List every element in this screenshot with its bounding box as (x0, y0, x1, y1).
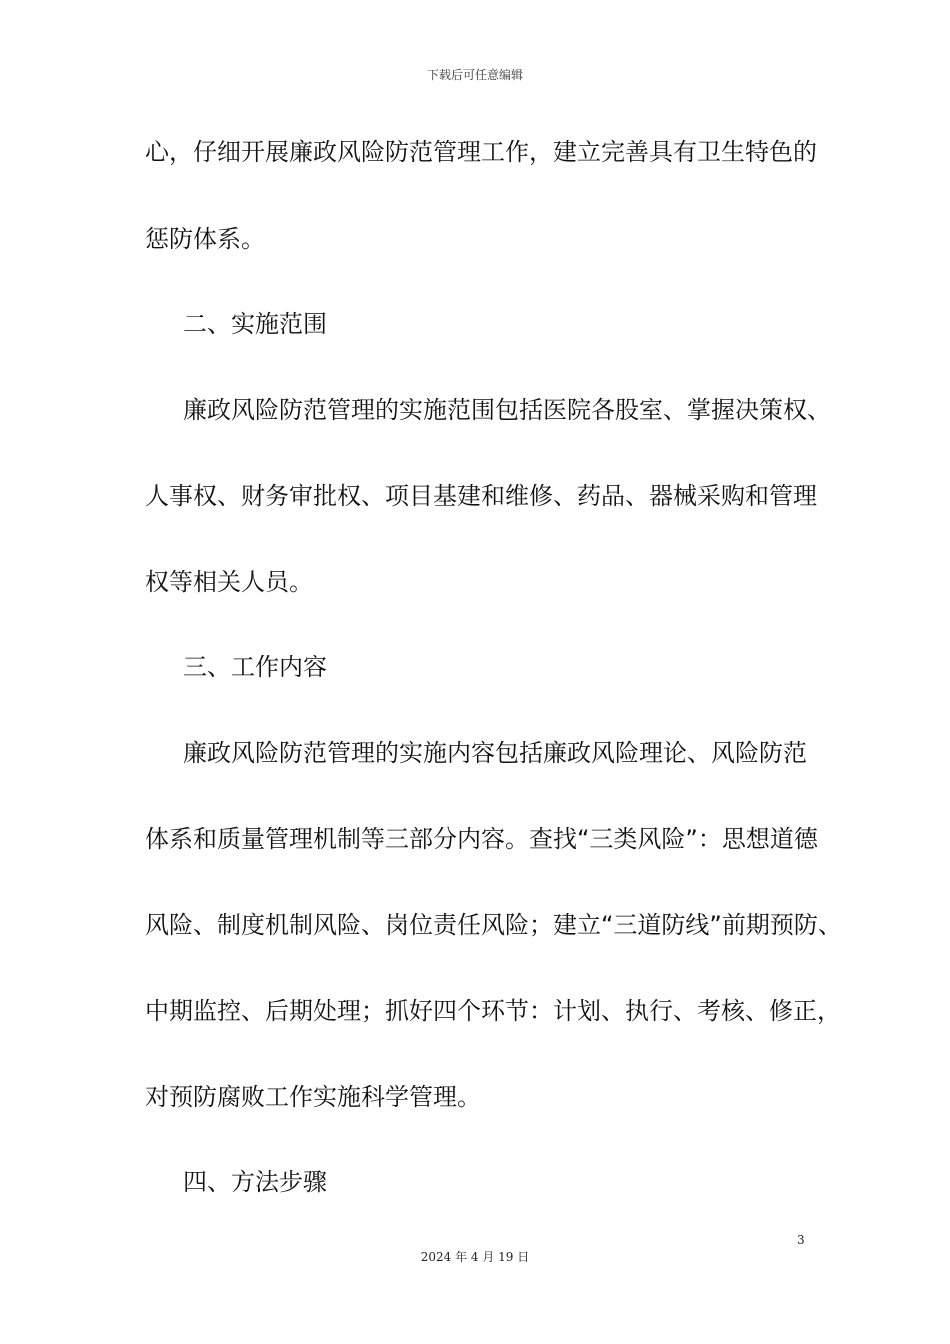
section-heading: 三、工作内容 (183, 653, 327, 681)
paragraph-line: 风险、制度机制风险、岗位责任风险；建立“三道防线”前期预防、 (145, 911, 842, 939)
section-heading: 四、方法步骤 (183, 1168, 327, 1196)
paragraph-line: 心，仔细开展廉政风险防范管理工作，建立完善具有卫生特色的 (145, 138, 817, 166)
paragraph-line: 体系和质量管理机制等三部分内容。查找“三类风险”：思想道德 (145, 825, 818, 853)
paragraph-line: 中期监控、后期处理；抓好四个环节：计划、执行、考核、修正， (145, 997, 841, 1025)
page-number: 3 (797, 1233, 805, 1247)
section-heading: 二、实施范围 (183, 310, 327, 338)
page-header: 下载后可任意编辑 (426, 68, 523, 82)
paragraph-line: 人事权、财务审批权、项目基建和维修、药品、器械采购和管理 (145, 482, 817, 510)
paragraph-line: 廉政风险防范管理的实施范围包括医院各股室、掌握决策权、 (183, 396, 831, 424)
footer-date: 2024 年 4 月 19 日 (420, 1250, 530, 1264)
paragraph-line: 廉政风险防范管理的实施内容包括廉政风险理论、风险防范 (183, 739, 807, 767)
paragraph-line: 权等相关人员。 (145, 568, 313, 596)
paragraph-line: 对预防腐败工作实施科学管理。 (145, 1083, 481, 1111)
paragraph-line: 惩防体系。 (145, 225, 265, 253)
